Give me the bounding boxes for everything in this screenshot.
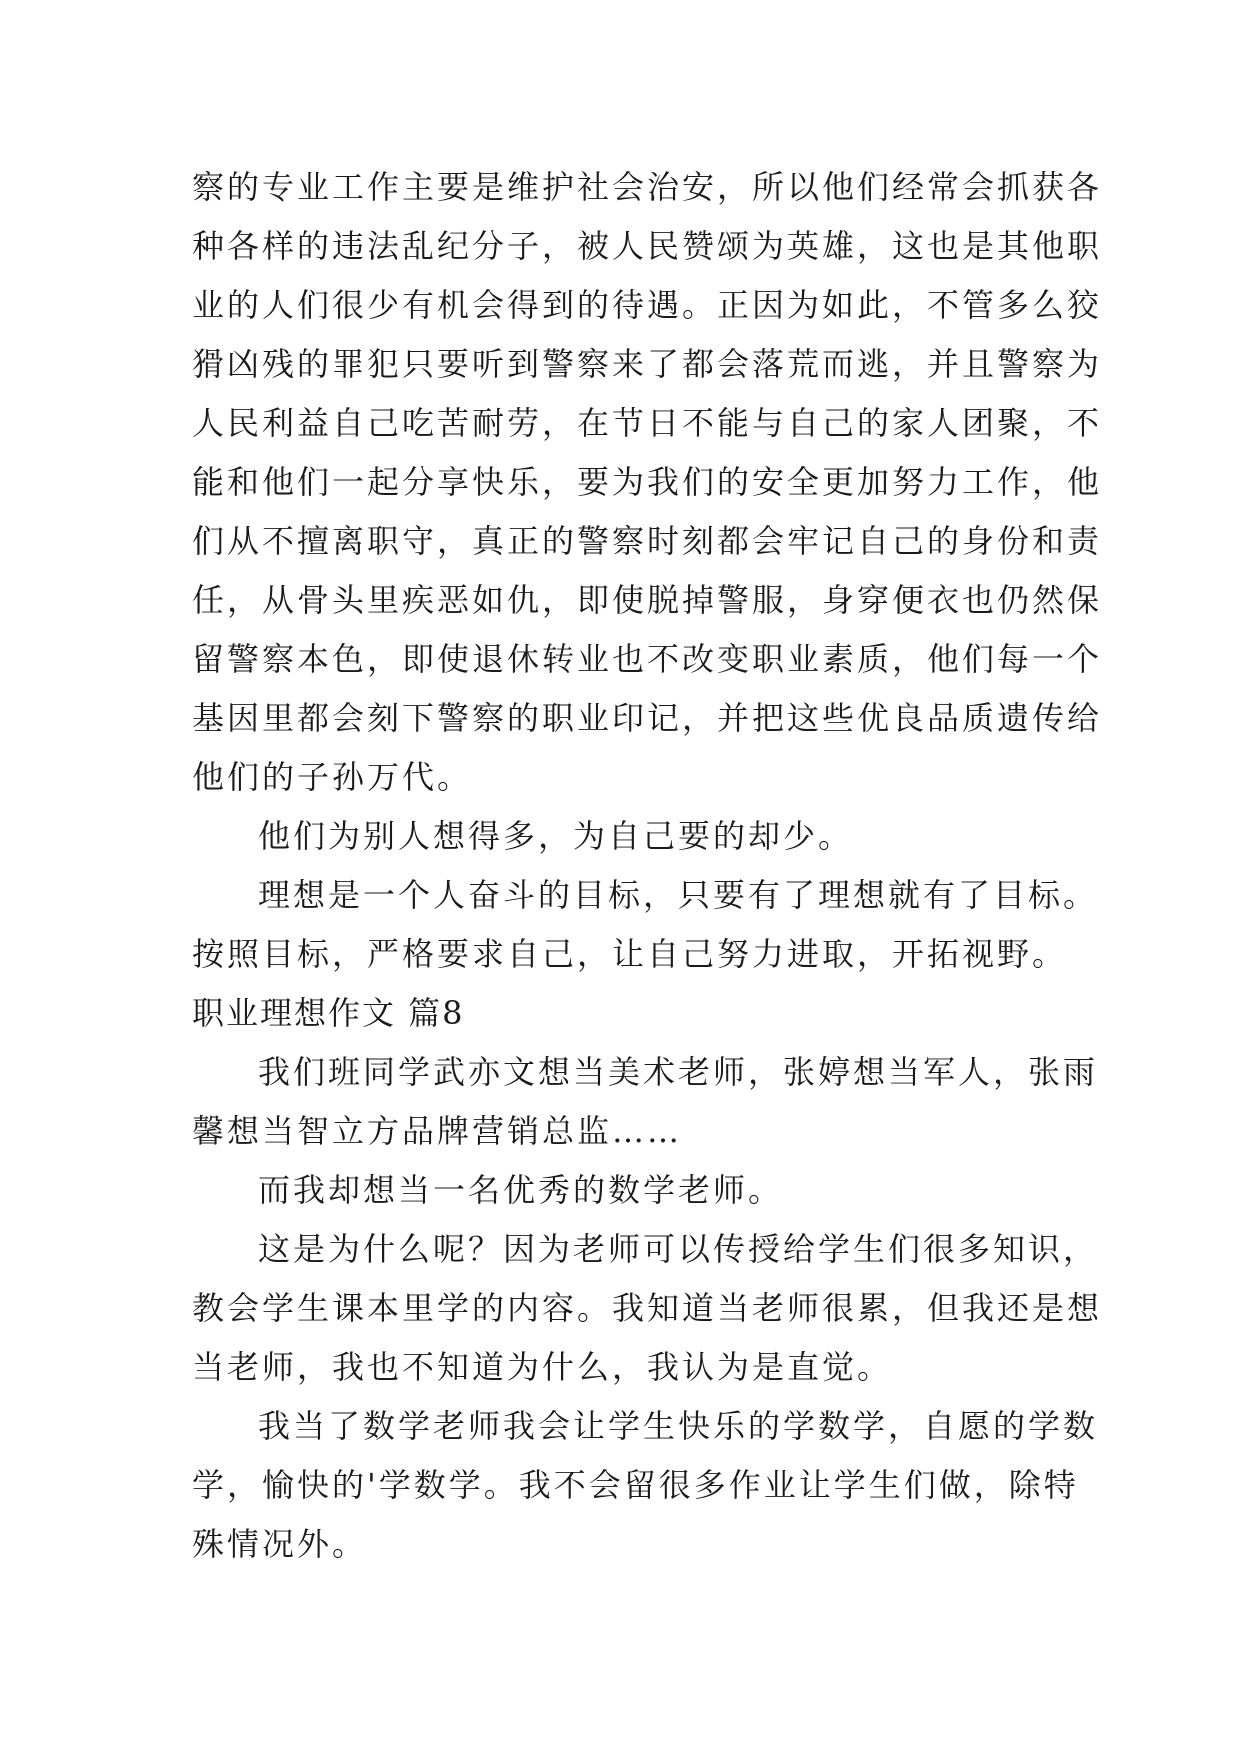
paragraph-line: 他们的子孙万代。 — [192, 758, 473, 796]
paragraph-line: 能和他们一起分享快乐，要为我们的安全更加努力工作，他 — [192, 463, 1103, 501]
paragraph-line: 业的人们很少有机会得到的待遇。正因为如此，不管多么狡 — [192, 286, 1103, 324]
paragraph-line: 我们班同学武亦文想当美术老师，张婷想当军人，张雨 — [258, 1053, 1099, 1091]
paragraph-line: 殊情况外。 — [192, 1525, 368, 1563]
paragraph-line: 猾凶残的罪犯只要听到警察来了都会落荒而逃，并且警察为 — [192, 345, 1103, 383]
paragraph-line: 而我却想当一名优秀的数学老师。 — [258, 1171, 784, 1209]
document-body — [192, 158, 1103, 1574]
paragraph-line: 我当了数学老师我会让学生快乐的学数学，自愿的学数 — [258, 1407, 1099, 1445]
paragraph-line: 理想是一个人奋斗的目标，只要有了理想就有了目标。 — [258, 876, 1099, 914]
paragraph-line: 学，愉快的'学数学。我不会留很多作业让学生们做，除特 — [192, 1466, 1079, 1504]
paragraph-line: 任，从骨头里疾恶如仇，即使脱掉警服，身穿便衣也仍然保 — [192, 581, 1103, 619]
paragraph-line: 他们为别人想得多，为自己要的却少。 — [258, 817, 854, 855]
paragraph-line: 人民利益自己吃苦耐劳，在节日不能与自己的家人团聚，不 — [192, 404, 1103, 442]
paragraph-line: 留警察本色，即使退休转业也不改变职业素质，他们每一个 — [192, 640, 1103, 678]
paragraph-line: 察的专业工作主要是维护社会治安，所以他们经常会抓获各 — [192, 168, 1103, 206]
paragraph-line: 馨想当智立方品牌营销总监…… — [192, 1112, 683, 1150]
paragraph-line: 这是为什么呢？因为老师可以传授给学生们很多知识， — [258, 1230, 1099, 1268]
paragraph-line: 们从不擅离职守，真正的警察时刻都会牢记自己的身份和责 — [192, 522, 1103, 560]
paragraph-line: 教会学生课本里学的内容。我知道当老师很累，但我还是想 — [192, 1289, 1103, 1327]
section-heading: 职业理想作文 篇8 — [192, 994, 465, 1032]
paragraph-line: 基因里都会刻下警察的职业印记，并把这些优良品质遗传给 — [192, 699, 1103, 737]
paragraph-line: 当老师，我也不知道为什么，我认为是直觉。 — [192, 1348, 893, 1386]
paragraph-line: 种各样的违法乱纪分子，被人民赞颂为英雄，这也是其他职 — [192, 227, 1103, 265]
paragraph-line: 按照目标，严格要求自己，让自己努力进取，开拓视野。 — [192, 935, 1068, 973]
